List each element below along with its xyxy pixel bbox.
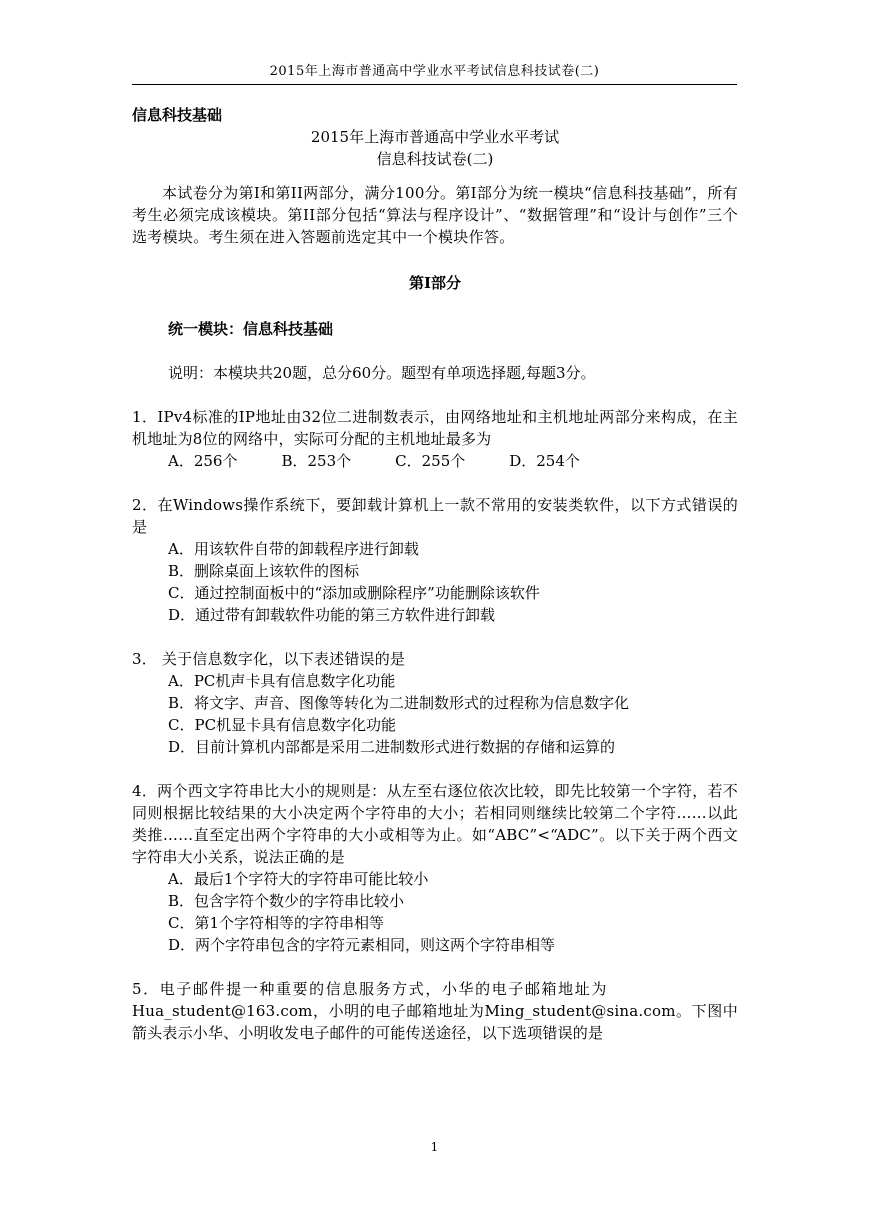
option-b[interactable]: B．包含字符个数少的字符串比较小	[168, 892, 405, 910]
option-d[interactable]: D．两个字符串包含的字符元素相同，则这两个字符串相等	[168, 936, 556, 954]
option-d[interactable]: D．通过带有卸载软件功能的第三方软件进行卸载	[168, 606, 496, 624]
option-b[interactable]: B．将文字、声音、图像等转化为二进制数形式的过程称为信息数字化	[168, 694, 630, 712]
option-list	[132, 538, 738, 626]
option-list	[132, 868, 738, 956]
question-stem: 3． 关于信息数字化，以下表述错误的是	[132, 650, 406, 668]
option-a[interactable]: A．用该软件自带的卸载程序进行卸载	[168, 540, 419, 558]
page-number: 1	[430, 1140, 439, 1154]
question-stem: 2．在Windows操作系统下，要卸载计算机上一款不常用的安装类软件，以下方式错误的是	[132, 496, 738, 536]
section-label: 信息科技基础	[132, 106, 223, 124]
option-c[interactable]: C．通过控制面板中的“添加或删除程序”功能删除该软件	[168, 584, 540, 602]
module-title: 统一模块：信息科技基础	[168, 320, 334, 338]
question-1	[132, 406, 738, 472]
question-3	[132, 648, 738, 758]
question-4	[132, 780, 738, 956]
option-c[interactable]: C．第1个字符相等的字符串相等	[168, 914, 385, 932]
question-stem: Hua_student@163.com，小明的电子邮箱地址为Ming_student@sina.com。下图中箭头表示小华、小明收发电子邮件的可能传送途径，以下选项错误的是	[132, 1002, 738, 1042]
option-a[interactable]: A．256个	[168, 452, 238, 470]
option-list	[132, 450, 738, 472]
question-5	[132, 978, 738, 1044]
question-2	[132, 494, 738, 626]
exam-intro: 本试卷分为第I和第II两部分，满分100分。第I部分为统一模块“信息科技基础”，所有考生必须完成该模块。第II部分包括“算法与程序设计”、“数据管理”和“设计与创作”三个选考模块。考生须在进入答题前选定其中一个模块作答。	[132, 184, 738, 246]
option-c[interactable]: C．PC机显卡具有信息数字化功能	[168, 716, 397, 734]
option-a[interactable]: A．PC机声卡具有信息数字化功能	[168, 672, 396, 690]
exam-subtitle: 信息科技试卷(二)	[376, 150, 494, 168]
option-list	[132, 670, 738, 758]
question-stem-line: 5．电子邮件提一种重要的信息服务方式，小华的电子邮箱地址为	[132, 980, 608, 998]
option-d[interactable]: D．254个	[509, 452, 580, 470]
question-stem: 4．两个西文字符串比大小的规则是：从左至右逐位依次比较，即先比较第一个字符，若不同则根据比较结果的大小决定两个字符串的大小；若相同则继续比较第二个字符……以此类推……直至定出两个字符串的大小或相等为止。如“ABC”<“ADC”。以下关于两个西文字符串大小关系，说法正确的是	[132, 782, 738, 866]
running-header: 2015年上海市普通高中学业水平考试信息科技试卷(二)	[132, 60, 737, 85]
option-c[interactable]: C．255个	[395, 452, 466, 470]
document-body	[132, 104, 738, 1044]
part-title: 第I部分	[408, 274, 462, 292]
option-b[interactable]: B．253个	[281, 452, 352, 470]
exam-title: 2015年上海市普通高中学业水平考试	[310, 128, 560, 146]
module-note: 说明：本模块共20题，总分60分。题型有单项选择题,每题3分。	[168, 364, 596, 382]
option-a[interactable]: A．最后1个字符大的字符串可能比较小	[168, 870, 429, 888]
option-b[interactable]: B．删除桌面上该软件的图标	[168, 562, 360, 580]
option-d[interactable]: D．目前计算机内部都是采用二进制数形式进行数据的存储和运算的	[168, 738, 616, 756]
question-stem: 1．IPv4标准的IP地址由32位二进制数表示，由网络地址和主机地址两部分来构成，在主机地址为8位的网络中，实际可分配的主机地址最多为	[132, 408, 738, 448]
